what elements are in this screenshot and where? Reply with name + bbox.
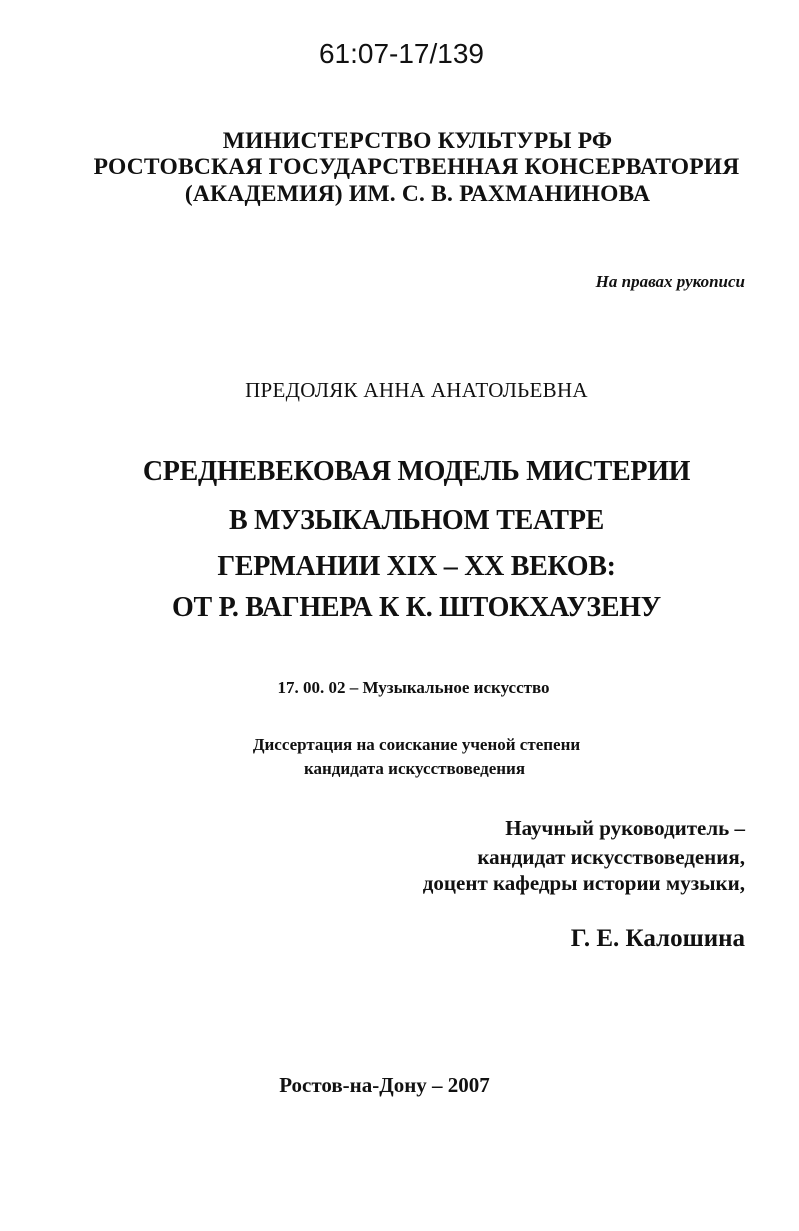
author-name: ПРЕДОЛЯК АННА АНАТОЛЬЕВНА: [245, 378, 588, 402]
degree-statement-line-1: Диссертация на соискание ученой степени: [252, 735, 581, 754]
advisor-role: Научный руководитель –: [505, 816, 745, 840]
advisor-name: Г. Е. Калошина: [570, 925, 745, 952]
advisor-degree: кандидат искусствоведения,: [477, 845, 745, 869]
manuscript-rights-note: На правах рукописи: [595, 272, 745, 291]
specialty-code: 17. 00. 02 – Музыкальное искусство: [277, 678, 550, 697]
advisor-position: доцент кафедры истории музыки,: [422, 871, 745, 895]
dissertation-title-line-3: ГЕРМАНИИ XIX – XX ВЕКОВ:: [217, 551, 616, 582]
dissertation-title-line-1: СРЕДНЕВЕКОВАЯ МОДЕЛЬ МИСТЕРИИ: [142, 456, 691, 487]
institution-line-academy: (АКАДЕМИЯ) ИМ. С. В. РАХМАНИНОВА: [184, 181, 651, 207]
archive-code: 61:07-17/139: [318, 38, 485, 69]
dissertation-title-line-2: В МУЗЫКАЛЬНОМ ТЕАТРЕ: [228, 505, 604, 536]
degree-statement-line-2: кандидата искусствоведения: [303, 759, 526, 778]
institution-line-conservatory: РОСТОВСКАЯ ГОСУДАРСТВЕННАЯ КОНСЕРВАТОРИЯ: [93, 154, 740, 180]
institution-line-ministry: МИНИСТЕРСТВО КУЛЬТУРЫ РФ: [222, 128, 613, 154]
dissertation-title-line-4: ОТ Р. ВАГНЕРА К К. ШТОКХАУЗЕНУ: [172, 592, 661, 623]
city-and-year: Ростов-на-Дону – 2007: [279, 1073, 490, 1097]
